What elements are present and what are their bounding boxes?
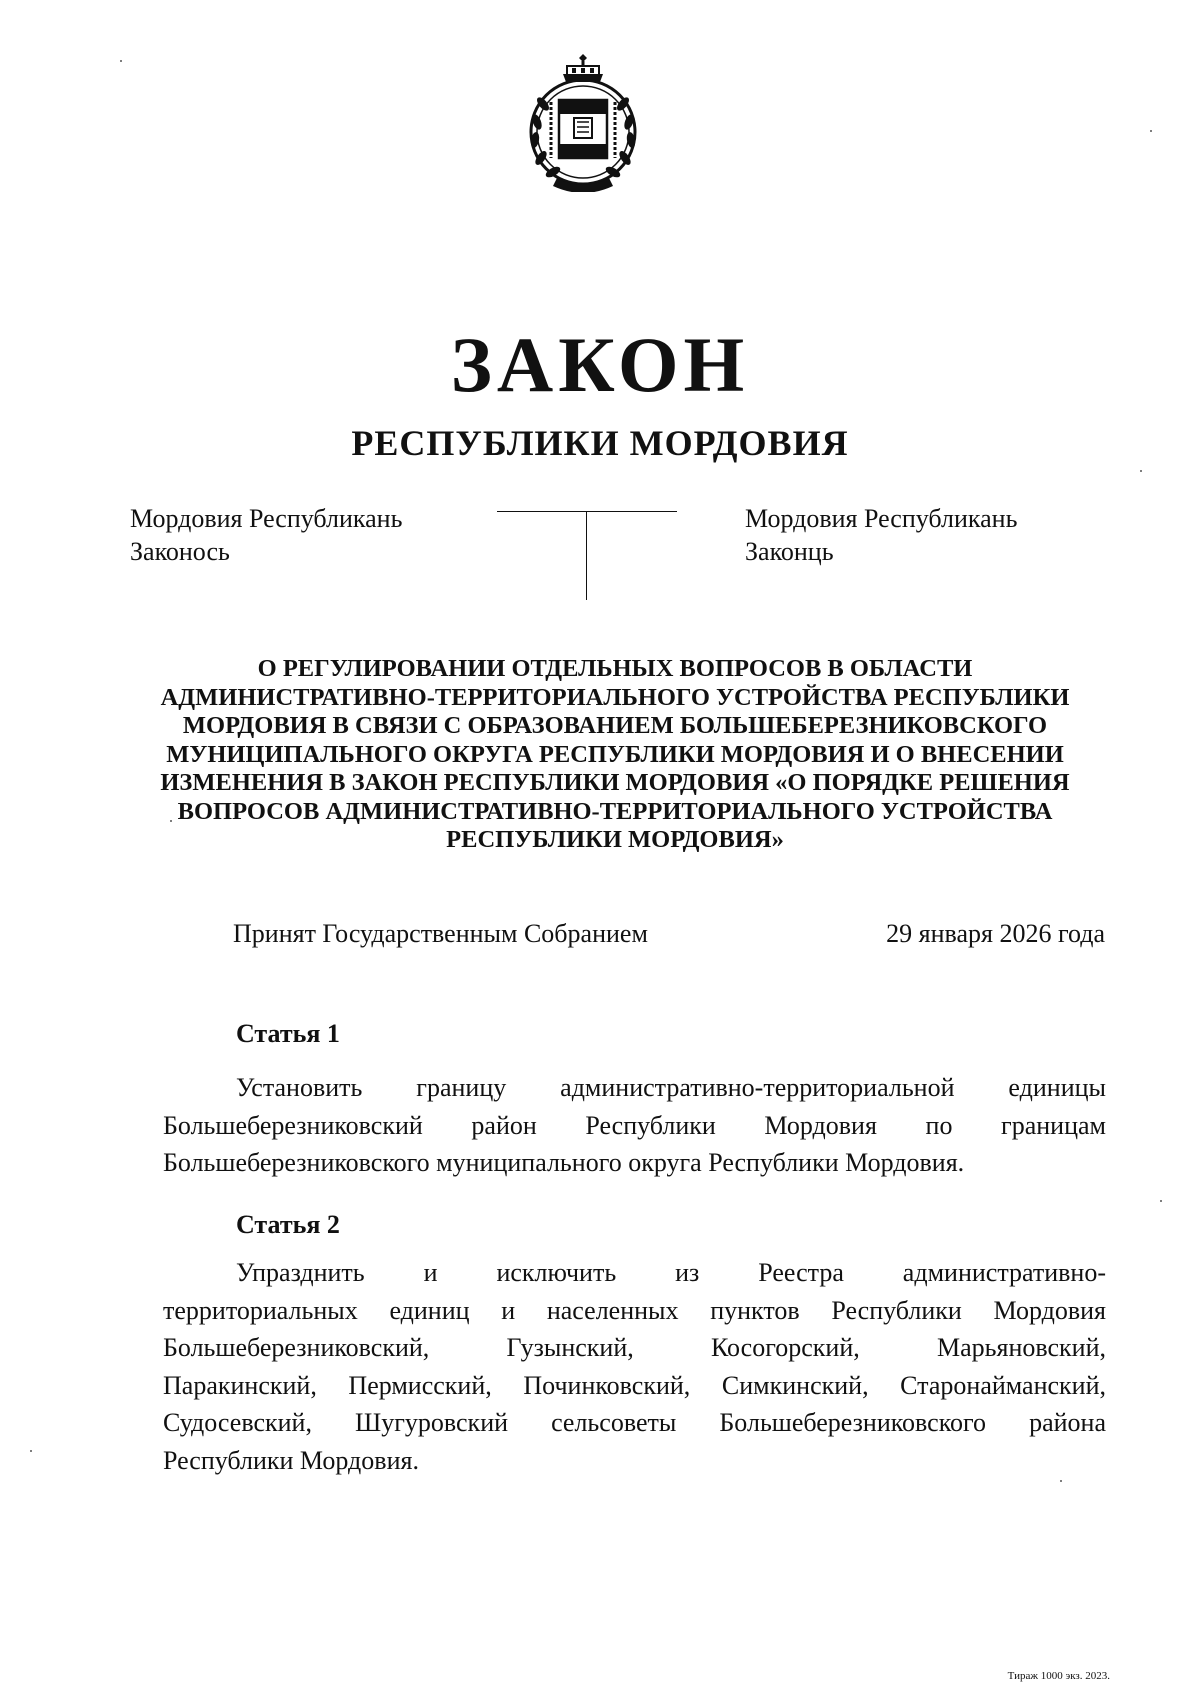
print-run-note: Тираж 1000 экз. 2023. xyxy=(1007,1670,1110,1682)
article-2-title: Статья 2 xyxy=(236,1210,340,1239)
law-heading-line: ВОПРОСОВ АДМИНИСТРАТИВНО-ТЕРРИТОРИАЛЬНОГО УСТРОЙСТВА xyxy=(177,797,1053,825)
alt-title-right xyxy=(745,502,1017,568)
article-line: территориальных единиц и населенных пунктов Республики Мордовия xyxy=(163,1295,1106,1325)
article-line: Паракинский, Пермисский, Починковский, Симкинский, Старонайманский, xyxy=(163,1370,1106,1400)
law-heading-line: МОРДОВИЯ В СВЯЗИ С ОБРАЗОВАНИЕМ БОЛЬШЕБЕРЕЗНИКОВСКОГО xyxy=(182,712,1048,739)
law-heading-line: МУНИЦИПАЛЬНОГО ОКРУГА РЕСПУБЛИКИ МОРДОВИЯ И О ВНЕСЕНИИ xyxy=(166,740,1064,768)
scan-speck xyxy=(1060,1480,1062,1482)
scan-speck xyxy=(1140,470,1142,472)
alt-title-right-line2: Законць xyxy=(745,537,834,566)
scan-speck xyxy=(170,820,172,822)
law-heading xyxy=(150,655,1080,855)
alt-title-right-line1: Мордовия Республикань xyxy=(745,504,1018,533)
article-line: Большеберезниковский, Гузынский, Косогорский, Марьяновский, xyxy=(163,1333,1106,1362)
law-heading-line: РЕСПУБЛИКИ МОРДОВИЯ» xyxy=(446,826,784,853)
law-heading-line: ИЗМЕНЕНИЯ В ЗАКОН РЕСПУБЛИКИ МОРДОВИЯ «О ПОРЯДКЕ РЕШЕНИЯ xyxy=(160,769,1070,796)
coat-of-arms-icon xyxy=(523,52,643,192)
article-line: Республики Мордовия. xyxy=(163,1445,419,1475)
law-heading-line: АДМИНИСТРАТИВНО-ТЕРРИТОРИАЛЬНОГО УСТРОЙСТВА РЕСПУБЛИКИ xyxy=(160,683,1070,711)
alt-title-left-line2: Законось xyxy=(130,537,230,566)
adoption-date: 29 января 2026 года xyxy=(886,919,1105,948)
law-heading-line: О РЕГУЛИРОВАНИИ ОТДЕЛЬНЫХ ВОПРОСОВ В ОБЛАСТИ xyxy=(257,655,973,682)
scan-speck xyxy=(1150,130,1152,132)
document-subtitle: РЕСПУБЛИКИ МОРДОВИЯ xyxy=(351,423,849,463)
article-line: Большеберезниковского муниципального округа Республики Мордовия. xyxy=(163,1148,965,1177)
article-line: Установить границу административно-территориальной единицы xyxy=(236,1073,1106,1102)
scan-speck xyxy=(30,1450,32,1452)
article-2-body xyxy=(163,1254,1106,1479)
article-line: Упразднить и исключить из Реестра административно- xyxy=(236,1258,1106,1287)
scan-speck xyxy=(120,60,122,62)
adopted-by: Принят Государственным Собранием xyxy=(233,919,648,948)
alt-title-left-line1: Мордовия Республикань xyxy=(130,504,403,533)
header-divider-vertical xyxy=(586,512,587,600)
header-divider-horizontal xyxy=(497,511,677,512)
article-1-title: Статья 1 xyxy=(236,1019,340,1048)
article-1-body xyxy=(163,1069,1106,1182)
article-line: Судосевский, Шугуровский сельсоветы Большеберезниковского района xyxy=(163,1408,1106,1437)
document-title: ЗАКОН xyxy=(450,321,750,408)
alt-title-left xyxy=(130,502,402,568)
article-line: Большеберезниковский район Республики Мордовия по границам xyxy=(163,1110,1106,1140)
scan-speck xyxy=(1160,1200,1162,1202)
